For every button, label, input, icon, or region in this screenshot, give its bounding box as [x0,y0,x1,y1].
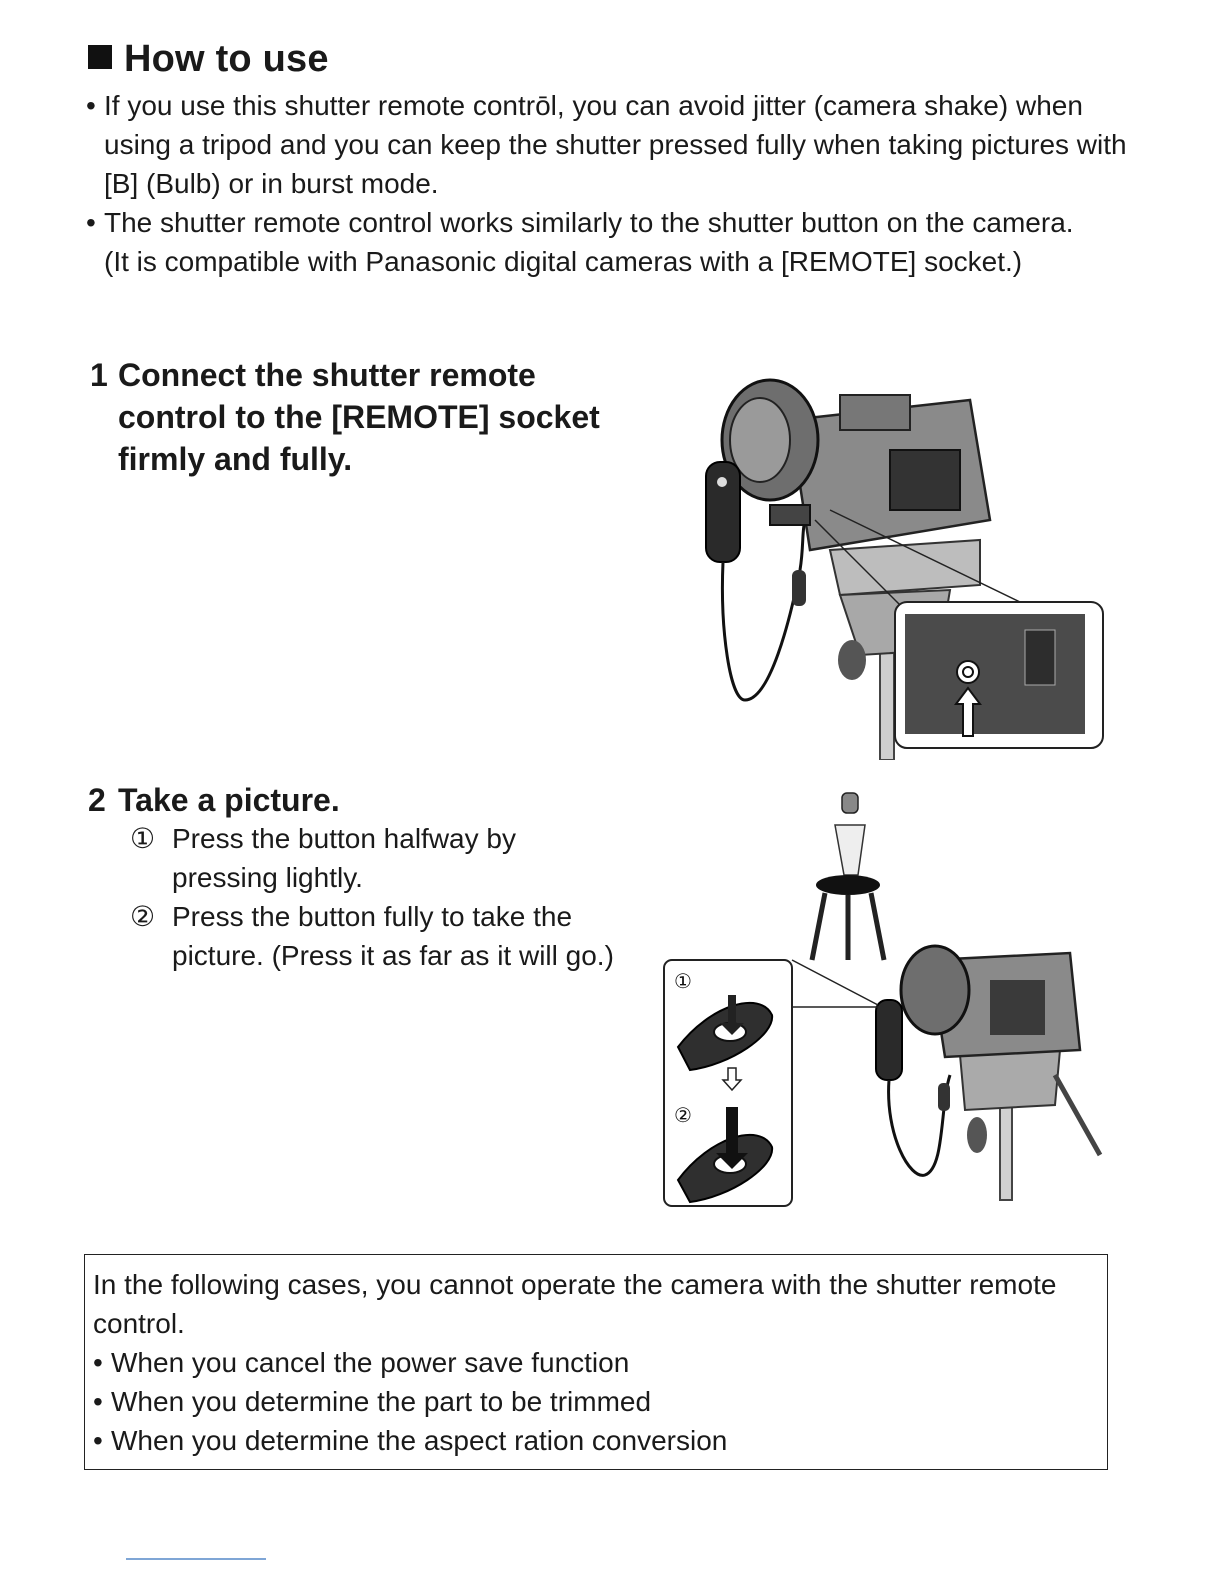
figure-label-2: ② [674,1103,692,1127]
section-heading-text: How to use [124,38,329,80]
substep-text: Press the button fully to take the picture. (Press it as far as it will go.) [172,901,614,971]
intro-bullets [86,86,1136,281]
substep-item [130,819,620,897]
square-bullet-icon [88,45,112,69]
note-intro: In the following cases, you cannot operate the camera with the shutter remote control. [93,1269,1057,1339]
bullet-item: • The shutter remote control works similarly to the shutter button on the camera. [86,203,1136,242]
substep-marker: ① [130,823,156,854]
step-1 [90,354,650,480]
take-picture-illustration [660,785,1110,1210]
note-item: • When you determine the aspect ration conversion [93,1421,1097,1460]
step-number: 1 [90,357,108,393]
camera-tripod-remote-illustration [690,370,1120,760]
compatibility-note: (It is compatible with Panasonic digital cameras with a [REMOTE] socket.) [104,246,1023,277]
step-2 [88,779,648,821]
footer-rule [126,1558,266,1560]
note-box [84,1254,1108,1470]
substep-text: Press the button halfway by pressing lightly. [172,823,516,893]
substep-marker: ② [130,901,156,932]
substep-item [130,897,620,975]
step-number: 2 [88,782,106,818]
step-title: Take a picture. [118,782,340,818]
figure-label-1: ① [674,969,692,993]
section-heading [88,38,329,81]
step-title: Connect the shutter remote control to the [REMOTE] socket firmly and fully. [118,357,600,477]
note-item: • When you cancel the power save function [93,1343,1097,1382]
substep-list [130,819,620,975]
note-item: • When you determine the part to be trimmed [93,1382,1097,1421]
bullet-item: • If you use this shutter remote contrōl, you can avoid jitter (camera shake) when using a tripod and you can keep the shutter pressed fully when taking pictures with [B] (Bulb) or in burst mode. [86,86,1136,203]
